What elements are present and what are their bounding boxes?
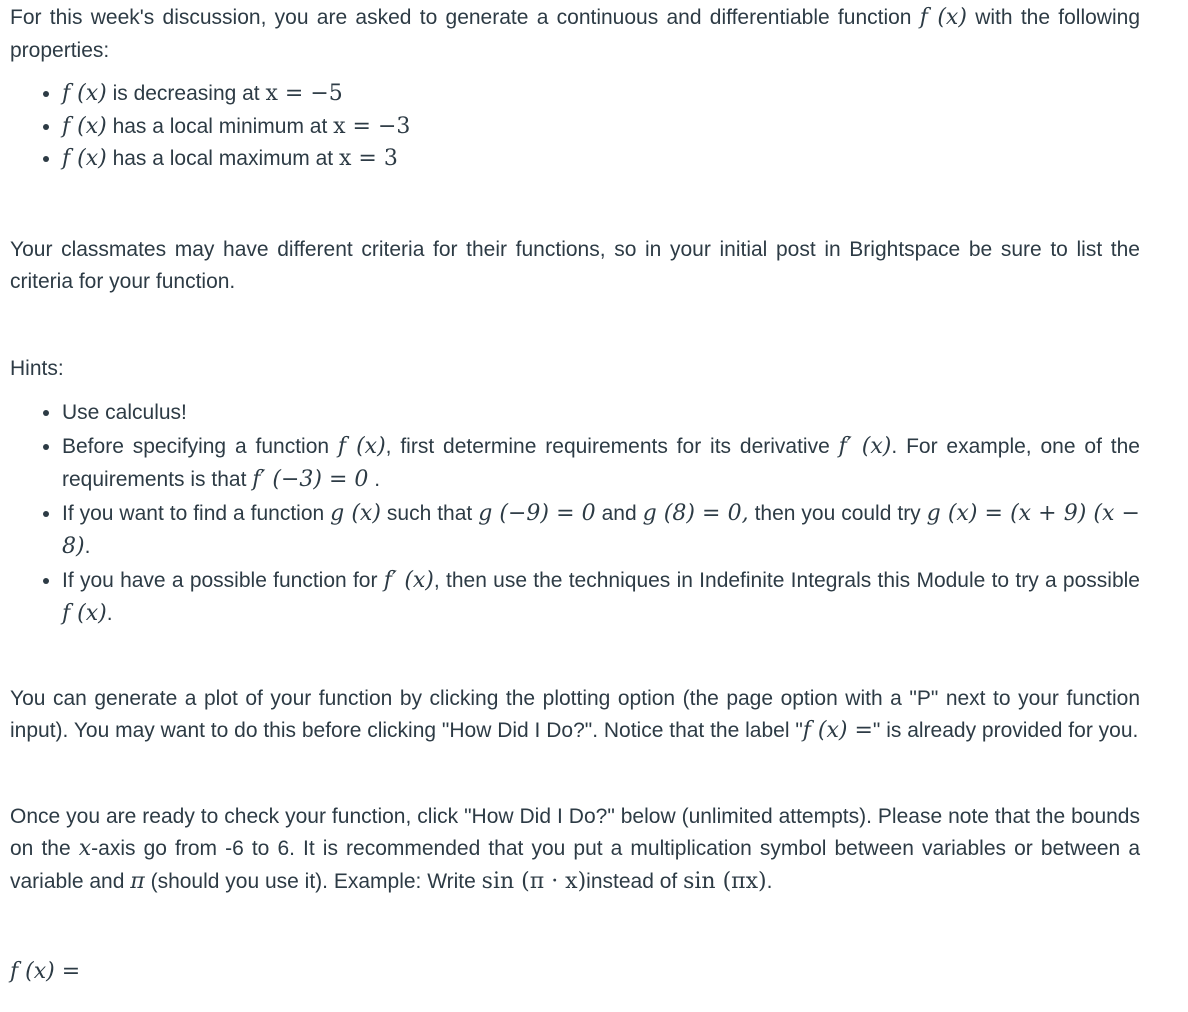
hint-item [62, 497, 1140, 564]
property-item [62, 111, 1140, 144]
intro-paragraph [10, 0, 1140, 67]
plot-text: " is already provided for you. [872, 719, 1139, 742]
property-item [62, 143, 1140, 176]
check-text: . [766, 869, 773, 893]
check-text: (should you use it). Example: Write [150, 869, 476, 893]
hint-text: , first determine requirements for its derivative [385, 434, 830, 458]
hint-item [62, 430, 1140, 497]
check-text: -axis go from -6 to 6. It is recommended that you put a multiplication symbol between variables or between a variable and [10, 837, 1141, 893]
hint-math: f′ (−3) = 0 [252, 467, 369, 492]
hint-math: f (x) [62, 601, 107, 626]
discussion-content [10, 0, 1140, 986]
hints-title: Hints: [10, 356, 64, 380]
intro-after: with the following properties: [10, 6, 1140, 62]
hint-item [62, 564, 1140, 631]
hint-math: g (8) = 0, [642, 500, 749, 526]
check-text: Once you are ready to check your function, click "How Did I Do?" below (unlimited attempts). Please note that the bounds on the [10, 804, 1140, 860]
hint-text: If you want to find a function [62, 501, 325, 525]
criteria-paragraph: Your classmates may have different criteria for their functions, so in your initial post in Brightspace be sure to list the criteria for your function. [10, 237, 1140, 293]
function-input[interactable] [88, 956, 328, 986]
property-math: x = −5 [265, 81, 343, 106]
check-math: sin (πx) [683, 868, 767, 894]
intro-fx: f (x) [919, 5, 967, 30]
property-fx: f (x) [62, 146, 107, 171]
hint-text: If you have a possible function for [62, 568, 378, 592]
hint-math: g (−9) = 0 [478, 500, 596, 526]
hint-math: f (x) [337, 433, 386, 459]
property-fx: f (x) [62, 81, 107, 106]
check-math: x [78, 836, 92, 861]
intro-text: For this week's discussion, you are asked to generate a continuous and differentiable function [10, 6, 912, 29]
property-text: is decreasing at [112, 82, 260, 105]
property-item [62, 78, 1140, 111]
plot-text: You can generate a plot of your function by clicking the plotting option (the page option with a "P" next to your function input). You may want to do this before clicking "How Did I Do?". Notice that the label " [10, 686, 1140, 742]
hint-text: such that [386, 501, 473, 525]
hint-math: f′ (x) [838, 433, 892, 459]
property-text: has a local minimum at [112, 114, 328, 138]
hint-text: . [84, 535, 91, 558]
answer-row [10, 956, 1140, 986]
hint-text: , then use the techniques in Indefinite Integrals this Module to try a possible [433, 568, 1140, 592]
hint-math: g (x) [330, 500, 381, 526]
check-math: sin (π · x) [481, 868, 587, 894]
plot-label-math: f (x) = [802, 718, 873, 743]
property-math: x = 3 [339, 146, 398, 171]
hint-text: then you could try [754, 501, 921, 525]
answer-label: f (x) = [10, 958, 81, 984]
property-math: x = −3 [333, 113, 411, 139]
check-text: instead of [586, 869, 678, 893]
hint-text: . [374, 468, 381, 491]
check-paragraph [10, 801, 1140, 899]
property-fx: f (x) [62, 113, 107, 139]
hint-math: f′ (x) [383, 567, 434, 593]
hint-item: • Use calculus! [62, 396, 1140, 430]
hint-math: g (x) = (x + 9) (x − 8) [62, 500, 1140, 559]
plot-paragraph [10, 683, 1140, 748]
hint-text: and [601, 501, 637, 525]
properties-list [10, 78, 1140, 176]
check-math: π [130, 868, 145, 894]
hint-text: . For example, one of the requirements is that [62, 434, 1140, 491]
hints-list [10, 396, 1140, 631]
property-text: has a local maximum at [112, 147, 334, 170]
hint-text: Before specifying a function [62, 434, 330, 458]
hint-text: . [106, 602, 113, 625]
